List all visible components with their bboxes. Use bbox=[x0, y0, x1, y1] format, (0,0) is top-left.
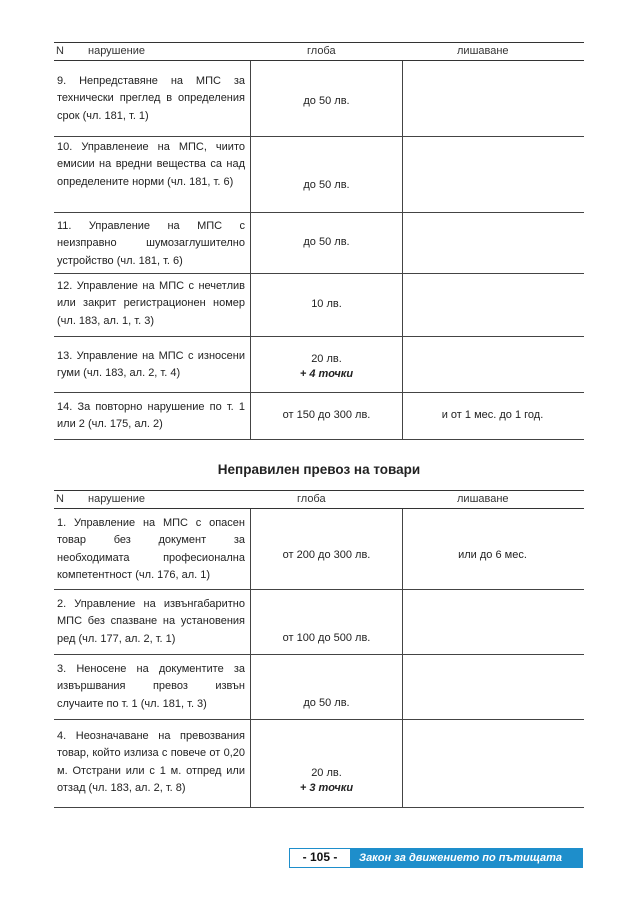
header-n: N bbox=[56, 45, 64, 57]
row-deprivation-cell bbox=[401, 720, 584, 807]
row-description: 10. Управленеие на МПС, чиито емисии на вредни вещества са над определените норми (чл. 181, т. 6) bbox=[57, 141, 245, 188]
row-points: + 3 точки bbox=[299, 782, 354, 794]
row-deprivation-cell bbox=[401, 137, 584, 212]
header-fine: глоба bbox=[307, 45, 336, 57]
row-fine-cell bbox=[250, 590, 403, 654]
page-number: - 105 - bbox=[289, 848, 351, 868]
row-fine-cell bbox=[250, 509, 403, 589]
row-fine: до 50 лв. bbox=[303, 697, 350, 709]
header-violation: нарушение bbox=[88, 493, 145, 505]
page-footer bbox=[289, 848, 583, 868]
row-description: 9. Непредставяне на МПС за технически преглед в определения срок (чл. 181, т. 1) bbox=[57, 75, 245, 122]
table-row bbox=[54, 655, 584, 720]
header-deprivation: лишаване bbox=[457, 493, 509, 505]
row-deprivation: или до 6 мес. bbox=[458, 549, 527, 561]
table-row bbox=[54, 720, 584, 808]
table-header bbox=[54, 42, 584, 61]
row-deprivation-cell bbox=[401, 213, 584, 273]
row-fine: до 50 лв. bbox=[303, 95, 350, 107]
row-description: 12. Управление на МПС с нечетлив или закрит регистрационен номер (чл. 183, ал. 1, т. 3) bbox=[57, 280, 245, 327]
row-description: 3. Неносене на документите за извършвания превоз извън случаите по т. 1 (чл. 181, т. 3) bbox=[57, 663, 245, 710]
row-description: 11. Управление на МПС с неизправно шумозаглушително устройство (чл. 181, т. 6) bbox=[57, 220, 245, 267]
table-row bbox=[54, 590, 584, 655]
row-fine: 20 лв. bbox=[311, 353, 342, 365]
row-description: 1. Управление на МПС с опасен товар без документ за необходимата професионална компетентност (чл. 176, ал. 1) bbox=[57, 517, 245, 582]
header-fine: глоба bbox=[297, 493, 326, 505]
row-fine-cell bbox=[250, 655, 403, 719]
row-description: 2. Управление на извънгабаритно МПС без спазване на установения ред (чл. 177, ал. 2, т. 1) bbox=[57, 598, 245, 645]
row-fine: до 50 лв. bbox=[303, 179, 350, 191]
row-fine-cell bbox=[250, 393, 403, 439]
table-row bbox=[54, 61, 584, 137]
row-deprivation-cell bbox=[401, 337, 584, 392]
row-fine: до 50 лв. bbox=[303, 236, 350, 248]
row-fine-cell bbox=[250, 61, 403, 136]
table-row bbox=[54, 213, 584, 274]
row-fine: от 200 до 300 лв. bbox=[282, 549, 371, 561]
row-fine-cell bbox=[250, 720, 403, 807]
header-deprivation: лишаване bbox=[457, 45, 509, 57]
header-violation: нарушение bbox=[88, 45, 145, 57]
row-deprivation: и от 1 мес. до 1 год. bbox=[441, 409, 544, 421]
fines-table-cargo bbox=[54, 490, 584, 808]
table-header bbox=[54, 490, 584, 509]
row-fine: от 150 до 300 лв. bbox=[282, 409, 371, 421]
table-row bbox=[54, 137, 584, 213]
row-fine-cell bbox=[250, 137, 403, 212]
row-fine: 10 лв. bbox=[311, 298, 342, 310]
row-deprivation-cell bbox=[401, 590, 584, 654]
row-fine-cell bbox=[250, 274, 403, 336]
row-deprivation-cell bbox=[401, 655, 584, 719]
section-title: Неправилен превоз на товари bbox=[217, 462, 421, 477]
row-deprivation-cell bbox=[401, 509, 584, 589]
header-n: N bbox=[56, 493, 64, 505]
row-deprivation-cell bbox=[401, 274, 584, 336]
law-title: Закон за движението по пътищата bbox=[351, 848, 583, 868]
row-description: 4. Неозначаване на превозвания товар, който излиза с повече от 0,20 м. Отстрани или с 1 м. отпред или отзад (чл. 183, ал. 2, т. 8) bbox=[57, 730, 245, 795]
row-points: + 4 точки bbox=[299, 368, 354, 380]
row-fine-cell bbox=[250, 337, 403, 392]
table-row bbox=[54, 393, 584, 440]
table-row bbox=[54, 509, 584, 590]
table-row bbox=[54, 337, 584, 393]
row-fine-cell bbox=[250, 213, 403, 273]
row-fine: от 100 до 500 лв. bbox=[282, 632, 371, 644]
row-fine: 20 лв. bbox=[311, 767, 342, 779]
row-deprivation-cell bbox=[401, 393, 584, 439]
table-row bbox=[54, 274, 584, 337]
row-description: 14. За повторно нарушение по т. 1 или 2 (чл. 175, ал. 2) bbox=[57, 401, 245, 431]
row-deprivation-cell bbox=[401, 61, 584, 136]
row-description: 13. Управление на МПС с износени гуми (чл. 183, ал. 2, т. 4) bbox=[57, 350, 245, 380]
fines-table-vehicle bbox=[54, 42, 584, 440]
